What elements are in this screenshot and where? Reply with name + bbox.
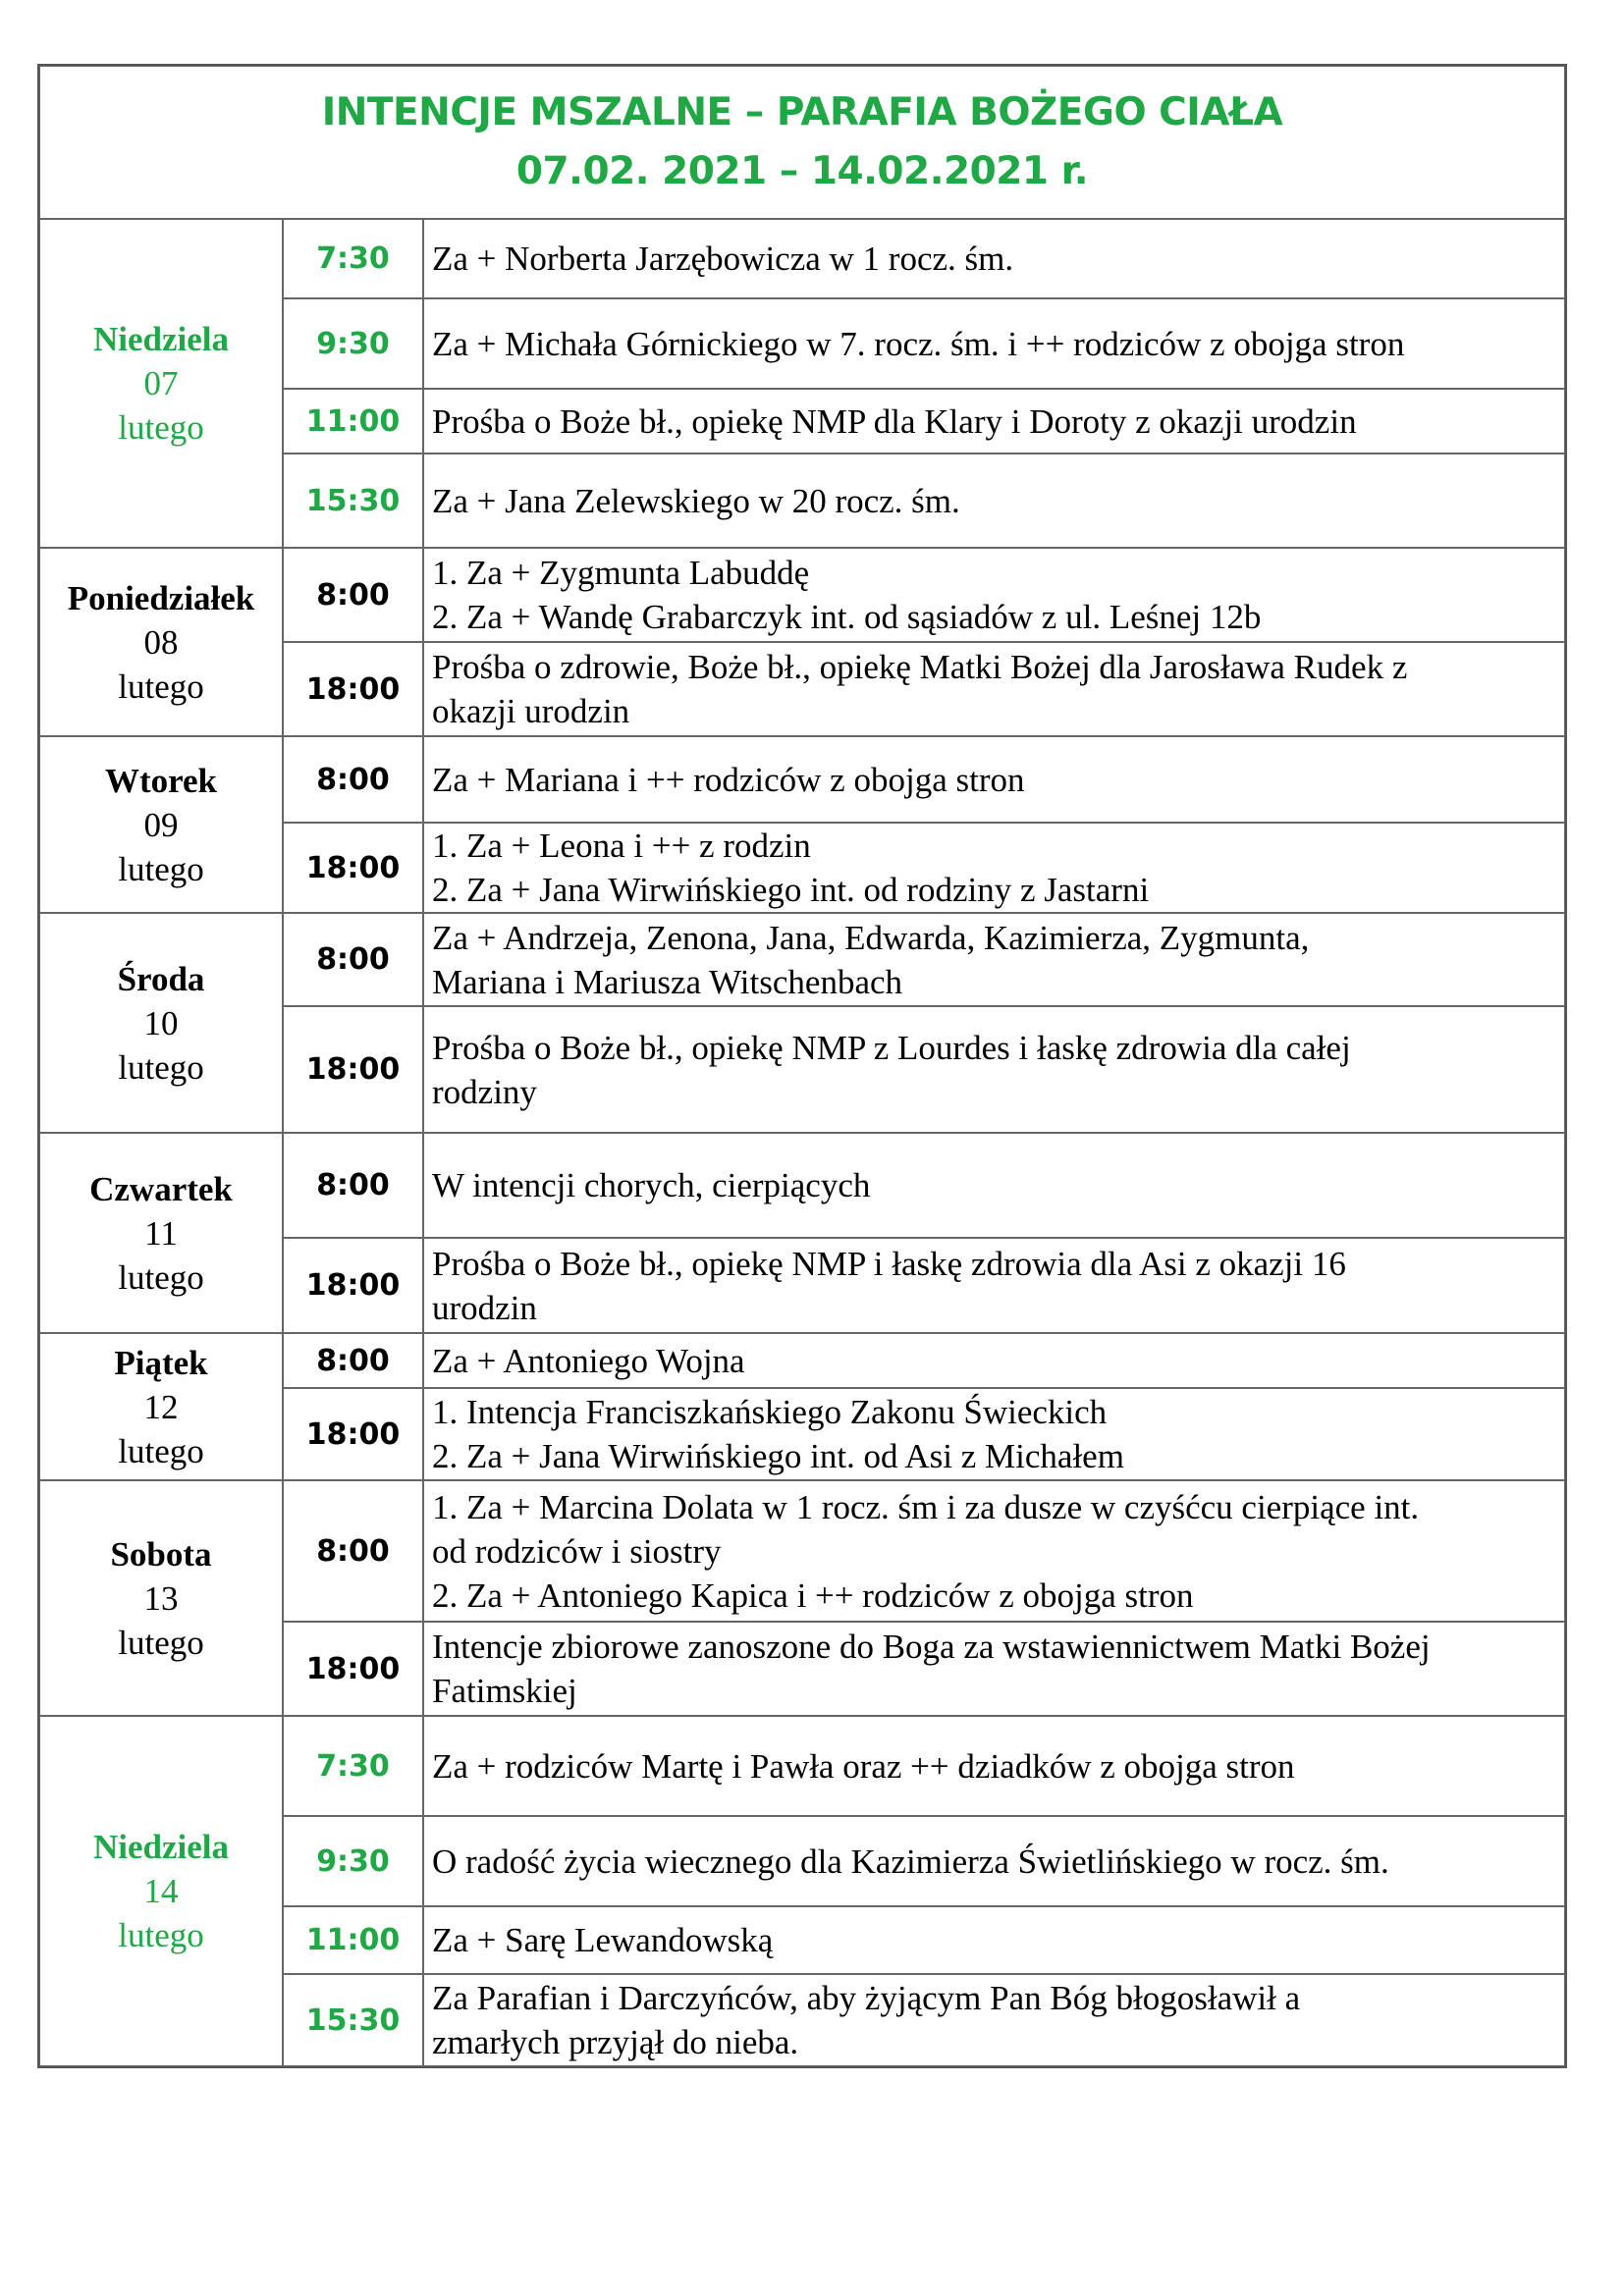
mass-time: 18:00 <box>283 1622 423 1716</box>
intention-line: Prośba o Boże bł., opiekę NMP z Lourdes i łaskę zdrowia dla całej <box>432 1028 1351 1067</box>
title-text: INTENCJE MSZALNE – PARAFIA BOŻEGO CIAŁA <box>321 90 1283 134</box>
day-date: 08 <box>143 622 179 662</box>
day-cell <box>39 736 283 913</box>
intention-line: rodziny <box>432 1072 537 1111</box>
mass-row <box>39 1333 1565 1388</box>
intention-cell <box>423 1238 1565 1333</box>
title-row <box>39 66 1565 219</box>
intention-cell <box>423 736 1565 823</box>
intention-line: 2. Za + Wandę Grabarczyk int. od sąsiadów z ul. Leśnej 12b <box>432 598 1262 636</box>
intention-line: Intencje zbiorowe zanoszone do Boga za wstawiennictwem Matki Bożej <box>432 1628 1431 1666</box>
intention-cell <box>423 1816 1565 1906</box>
intention-line: O radość życia wiecznego dla Kazimierza Świetlińskiego w rocz. śm. <box>432 1842 1389 1881</box>
day-month: lutego <box>118 849 204 888</box>
mass-time: 8:00 <box>283 736 423 823</box>
intention-line: 1. Za + Marcina Dolata w 1 rocz. śm i za dusze w czyśćcu cierpiące int. <box>432 1487 1420 1526</box>
intention-line: Za + Sarę Lewandowską <box>432 1921 774 1959</box>
mass-time: 8:00 <box>283 1480 423 1622</box>
intention-cell <box>423 1006 1565 1133</box>
intention-line: 2. Za + Jana Wirwińskiego int. od rodziny z Jastarni <box>432 871 1150 909</box>
intention-line: Fatimskiej <box>432 1672 577 1710</box>
day-name: Czwartek <box>89 1169 233 1208</box>
intention-line: od rodziców i siostry <box>432 1531 722 1571</box>
intention-cell <box>423 1974 1565 2066</box>
mass-time: 9:30 <box>283 298 423 389</box>
day-name: Środa <box>117 959 205 998</box>
day-cell <box>39 913 283 1133</box>
intention-cell <box>423 1333 1565 1388</box>
intentions-table <box>37 64 1567 2068</box>
intention-line: urodzin <box>432 1288 537 1327</box>
day-date: 11 <box>144 1213 178 1253</box>
mass-row <box>39 219 1565 298</box>
intention-line: Prośba o Boże bł., opiekę NMP dla Klary i Doroty z okazji urodzin <box>432 401 1357 441</box>
intention-cell <box>423 1622 1565 1716</box>
mass-row <box>39 736 1565 823</box>
intention-line: Za Parafian i Darczyńców, aby żyjącym Pan Bóg błogosławił a <box>432 1979 1301 2017</box>
day-date: 13 <box>143 1578 179 1618</box>
day-cell <box>39 1716 283 2066</box>
day-date: 14 <box>143 1872 179 1910</box>
intention-cell <box>423 1133 1565 1238</box>
intention-cell <box>423 1906 1565 1974</box>
intention-line: 2. Za + Jana Wirwińskiego int. od Asi z Michałem <box>432 1437 1124 1475</box>
intention-line: Prośba o zdrowie, Boże bł., opiekę Matki Bożej dla Jarosława Rudek z <box>432 648 1408 686</box>
intention-line: 1. Intencja Franciszkańskiego Zakonu Świeckich <box>432 1393 1108 1431</box>
mass-time: 18:00 <box>283 1238 423 1333</box>
intention-line: Za + rodziców Martę i Pawła oraz ++ dziadków z obojga stron <box>432 1746 1295 1786</box>
intention-line: W intencji chorych, cierpiących <box>432 1166 871 1204</box>
day-cell <box>39 1133 283 1333</box>
intention-line: Za + Antoniego Wojna <box>432 1341 745 1380</box>
intention-line: Za + Michała Górnickiego w 7. rocz. śm. i ++ rodziców z obojga stron <box>432 324 1405 363</box>
intention-line: 1. Za + Leona i ++ z rodzin <box>432 827 811 865</box>
intention-line: Za + Jana Zelewskiego w 20 rocz. śm. <box>432 481 960 520</box>
intention-cell <box>423 219 1565 298</box>
mass-time: 11:00 <box>283 389 423 454</box>
mass-time: 15:30 <box>283 1974 423 2066</box>
mass-row <box>39 1133 1565 1238</box>
intention-cell <box>423 823 1565 913</box>
intention-cell <box>423 389 1565 454</box>
intention-cell <box>423 298 1565 389</box>
day-month: lutego <box>118 667 204 706</box>
intention-line: Prośba o Boże bł., opiekę NMP i łaskę zdrowia dla Asi z okazji 16 <box>432 1244 1346 1283</box>
intention-line: okazji urodzin <box>432 692 630 730</box>
day-month: lutego <box>118 1047 204 1087</box>
mass-time: 18:00 <box>283 1388 423 1480</box>
mass-time: 7:30 <box>283 219 423 298</box>
intention-cell <box>423 548 1565 642</box>
day-name: Niedziela <box>92 1828 230 1866</box>
intention-line: 2. Za + Antoniego Kapica i ++ rodziców z obojga stron <box>432 1575 1194 1615</box>
day-date: 09 <box>143 805 179 844</box>
intention-line: Za + Andrzeja, Zenona, Jana, Edwarda, Kazimierza, Zygmunta, <box>432 918 1310 957</box>
day-month: lutego <box>118 1431 204 1470</box>
mass-time: 18:00 <box>283 642 423 736</box>
day-month: lutego <box>118 1257 204 1297</box>
day-cell <box>39 1333 283 1480</box>
day-name: Piątek <box>114 1343 208 1382</box>
mass-time: 8:00 <box>283 1333 423 1388</box>
intention-cell <box>423 1480 1565 1622</box>
date-range: 07.02. 2021 – 14.02.2021 r. <box>515 149 1089 193</box>
day-name: Wtorek <box>104 761 218 800</box>
intention-cell <box>423 454 1565 548</box>
day-cell <box>39 548 283 736</box>
intention-line: zmarłych przyjął do nieba. <box>432 2023 799 2061</box>
intention-line: Za + Norberta Jarzębowicza w 1 rocz. śm. <box>432 240 1014 278</box>
day-month: lutego <box>118 1916 204 1954</box>
day-date: 12 <box>143 1387 179 1426</box>
day-month: lutego <box>118 408 204 447</box>
mass-row <box>39 1480 1565 1622</box>
day-name: Sobota <box>110 1534 212 1574</box>
mass-row <box>39 1716 1565 1816</box>
intention-cell <box>423 1388 1565 1480</box>
mass-time: 18:00 <box>283 823 423 913</box>
day-date: 10 <box>143 1003 179 1042</box>
intention-cell <box>423 913 1565 1006</box>
mass-time: 8:00 <box>283 548 423 642</box>
intention-line: 1. Za + Zygmunta Labuddę <box>432 554 810 592</box>
mass-time: 8:00 <box>283 1133 423 1238</box>
day-name: Niedziela <box>92 320 230 358</box>
mass-time: 15:30 <box>283 454 423 548</box>
mass-row <box>39 913 1565 1006</box>
mass-time: 8:00 <box>283 913 423 1006</box>
intention-cell <box>423 642 1565 736</box>
day-month: lutego <box>118 1623 204 1662</box>
mass-time: 7:30 <box>283 1716 423 1816</box>
mass-time: 11:00 <box>283 1906 423 1974</box>
intention-line: Za + Mariana i ++ rodziców z obojga stron <box>432 760 1025 799</box>
page-title <box>39 66 1565 219</box>
day-cell <box>39 219 283 548</box>
day-cell <box>39 1480 283 1716</box>
intention-cell <box>423 1716 1565 1816</box>
mass-time: 18:00 <box>283 1006 423 1133</box>
day-date: 07 <box>143 364 179 402</box>
mass-row <box>39 548 1565 642</box>
intention-line: Mariana i Mariusza Witschenbach <box>432 962 903 1001</box>
mass-time: 9:30 <box>283 1816 423 1906</box>
day-name: Poniedziałek <box>67 578 255 617</box>
